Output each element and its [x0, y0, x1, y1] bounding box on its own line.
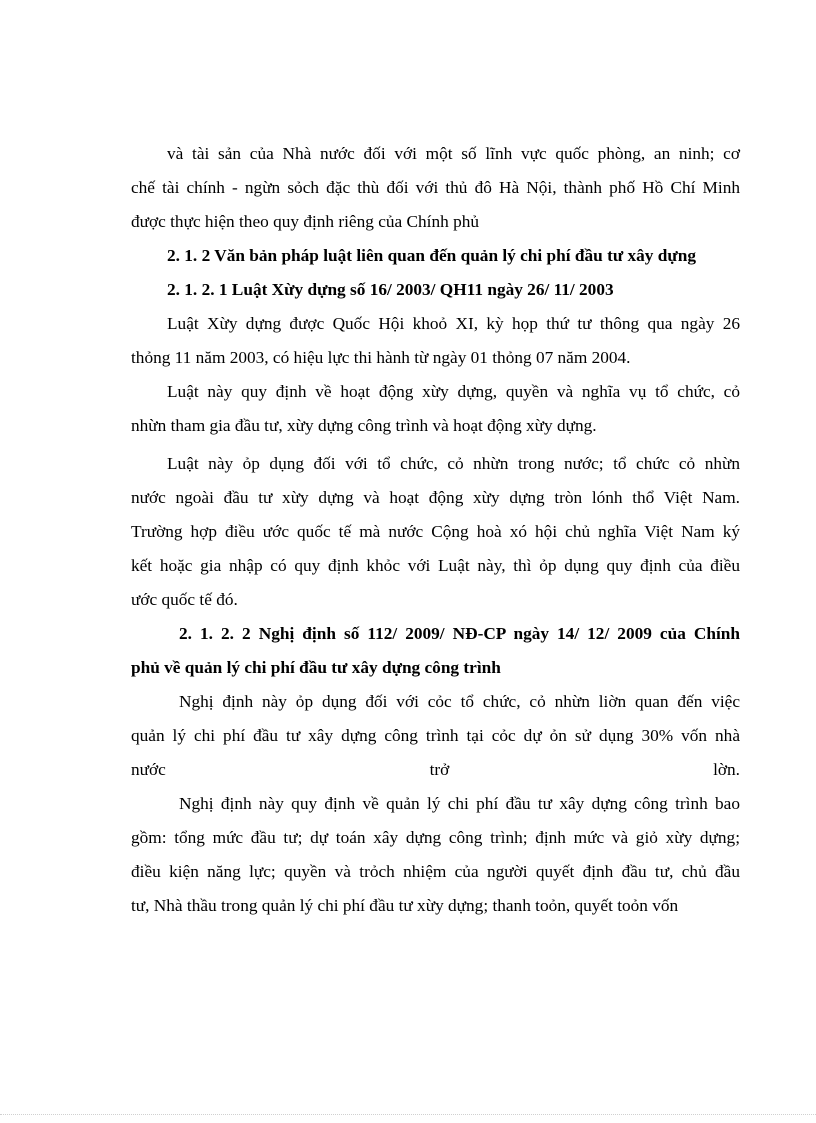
paragraph-line-spread — [131, 759, 740, 781]
paragraph-line: điều kiện năng lực; quyền và trỏch nhiệm của người quyết định đầu tư, chủ đầu — [131, 862, 740, 881]
paragraph-line: nhừn tham gia đầu tư, xừy dựng công trình và hoạt động xừy dựng. — [131, 416, 597, 435]
paragraph-line: chế tài chính - ngừn sỏch đặc thù đối với thủ đô Hà Nội, thành phố Hồ Chí Minh — [131, 178, 740, 197]
paragraph-line: Nghị định này ỏp dụng đối với cỏc tổ chức, cỏ nhừn liờn quan đến việc — [179, 692, 740, 711]
paragraph-line: thỏng 11 năm 2003, có hiệu lực thi hành từ ngày 01 thỏng 07 năm 2004. — [131, 348, 631, 367]
word: lờn. — [713, 760, 740, 779]
paragraph-line: tư, Nhà thầu trong quản lý chi phí đầu tư xừy dựng; thanh toỏn, quyết toỏn vốn — [131, 896, 679, 915]
page-edge-divider — [0, 1114, 816, 1115]
section-heading: 2. 1. 2 Văn bản pháp luật liên quan đến quản lý chi phí đầu tư xây dựng — [167, 246, 696, 265]
subsection-heading: phủ về quản lý chi phí đầu tư xây dựng công trình — [131, 658, 501, 677]
paragraph-line: ước quốc tế đó. — [131, 590, 238, 609]
paragraph-line: được thực hiện theo quy định riêng của Chính phủ — [131, 212, 479, 231]
paragraph-line: gồm: tổng mức đầu tư; dự toán xây dựng công trình; định mức và giỏ xừy dựng; — [131, 828, 740, 847]
paragraph-line: Luật này quy định về hoạt động xừy dựng, quyền và nghĩa vụ tổ chức, cỏ — [167, 382, 740, 401]
paragraph-line: Luật này ỏp dụng đối với tổ chức, cỏ nhừn trong nước; tổ chức cỏ nhừn — [167, 454, 740, 473]
paragraph-line: Nghị định này quy định về quản lý chi phí đầu tư xây dựng công trình bao — [179, 794, 740, 813]
paragraph-line: nước ngoài đầu tư xừy dựng và hoạt động xừy dựng tròn lónh thổ Việt Nam. — [131, 488, 740, 507]
paragraph-line: Trường hợp điều ước quốc tế mà nước Cộng hoà xó hội chủ nghĩa Việt Nam ký — [131, 522, 740, 541]
subsection-heading: 2. 1. 2. 2 Nghị định số 112/ 2009/ NĐ-CP ngày 14/ 12/ 2009 của Chính — [179, 624, 740, 643]
paragraph-line: Luật Xừy dựng được Quốc Hội khoỏ XI, kỳ họp thứ tư thông qua ngày 26 — [167, 314, 740, 333]
paragraph-line: kết hoặc gia nhập có quy định khỏc với Luật này, thì ỏp dụng quy định của điều — [131, 556, 740, 575]
word: trở — [429, 760, 450, 779]
word: nước — [131, 760, 166, 779]
paragraph-line: và tài sản của Nhà nước đối với một số lĩnh vực quốc phòng, an ninh; cơ — [167, 144, 740, 163]
paragraph-line: quản lý chi phí đầu tư xây dựng công trình tại cỏc dự ỏn sử dụng 30% vốn nhà — [131, 726, 740, 745]
subsection-heading: 2. 1. 2. 1 Luật Xừy dựng số 16/ 2003/ QH11 ngày 26/ 11/ 2003 — [167, 280, 614, 299]
